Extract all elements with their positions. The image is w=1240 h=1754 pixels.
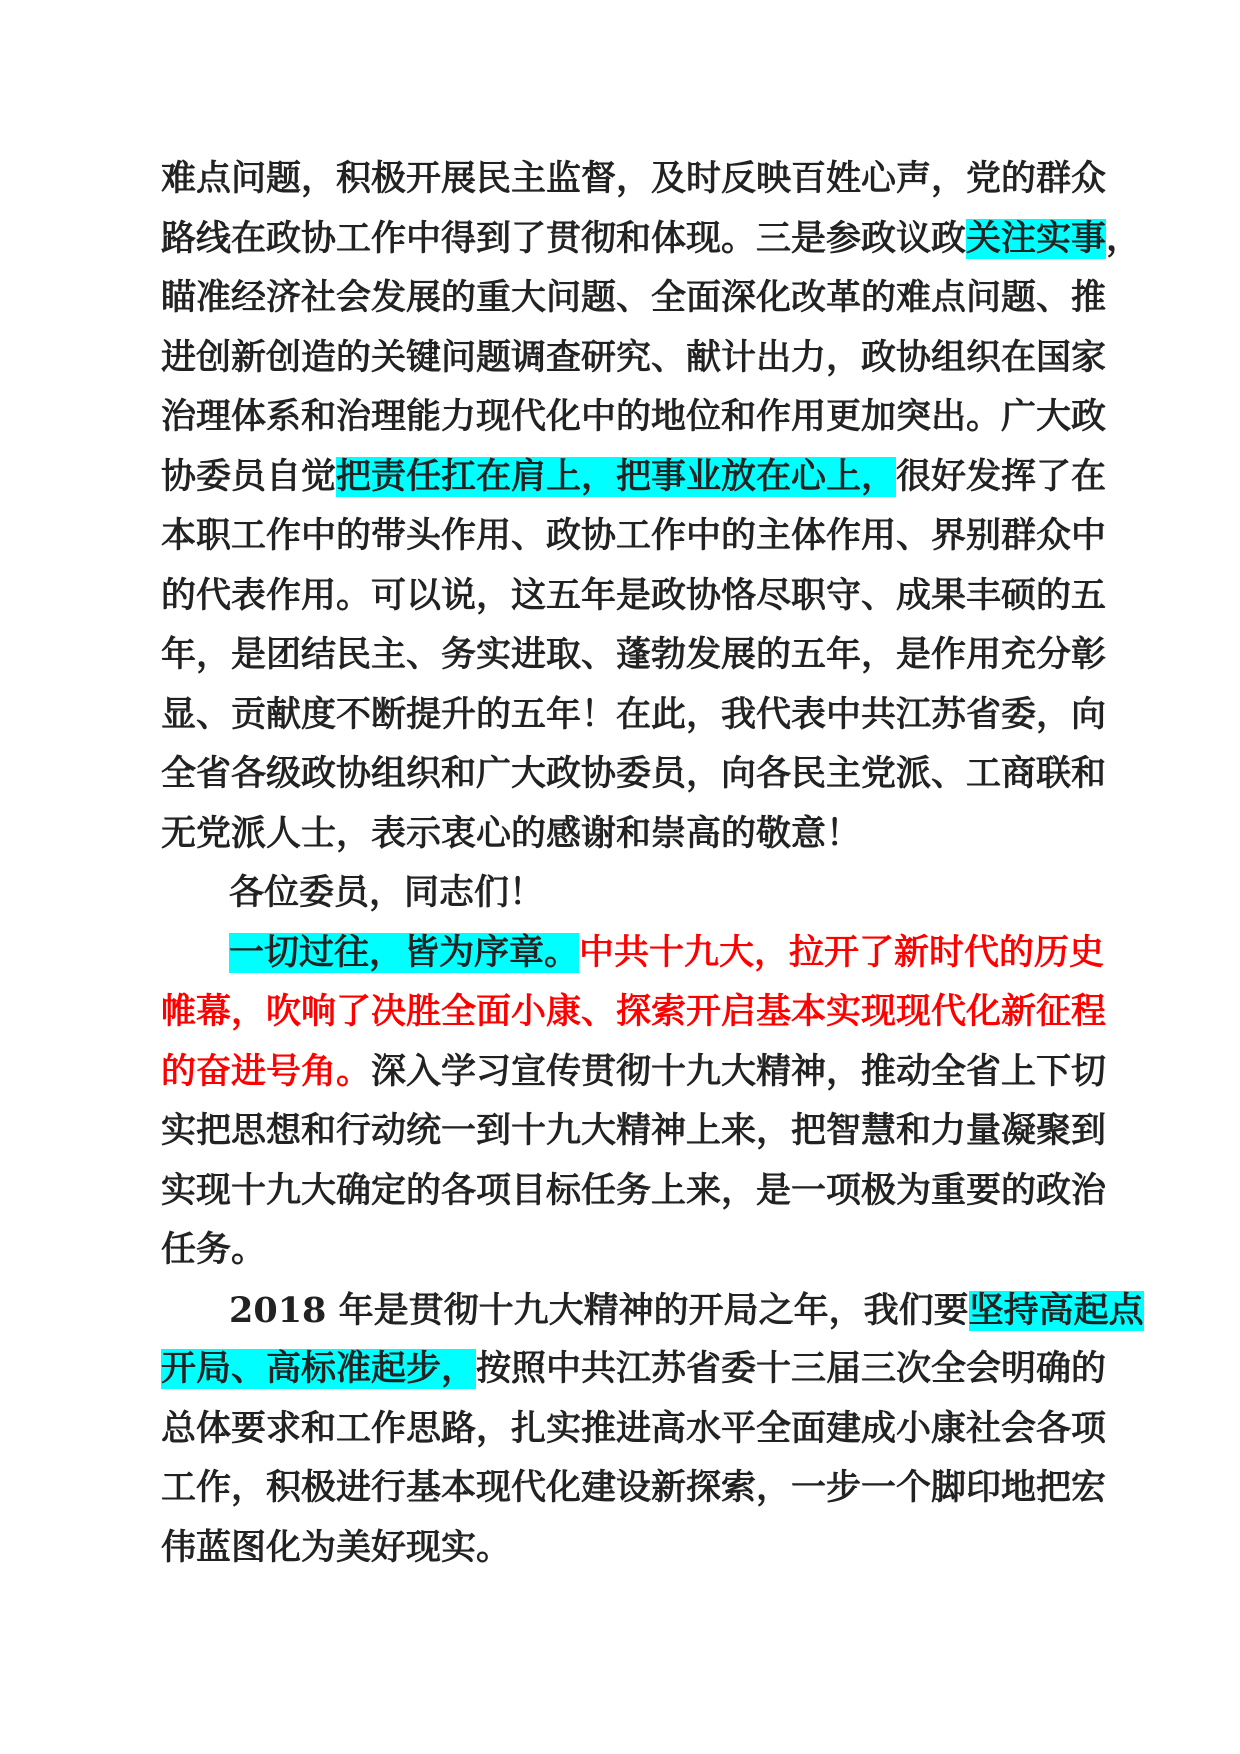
text-run: 难点问题，积极开展民主监督，及时反映百姓心声，党的群众 (161, 159, 1107, 199)
text-run: 很好发挥了在 (896, 456, 1107, 497)
text-line (161, 983, 1107, 1043)
paragraph-2 (161, 924, 1107, 1281)
text-run: 工作，积极进行基本现代化建设新探索，一步一个脚印地把宏 (161, 1468, 1107, 1508)
text-line (161, 150, 1107, 210)
text-line (161, 1400, 1107, 1460)
salutation-text: 各位委员，同志们！ (229, 873, 545, 913)
text-run: 任务。 (161, 1230, 267, 1270)
text-run: 实现十九大确定的各项目标任务上来，是一项极为重要的政治 (161, 1170, 1107, 1211)
emphasis-text: 帷幕，吹响了决胜全面小康、探索开启基本实现现代化新征程 (161, 992, 1107, 1032)
text-line (161, 745, 1107, 805)
text-line (161, 626, 1107, 686)
text-run: 显、贡献度不断提升的五年！在此，我代表中共江苏省委，向 (161, 694, 1107, 735)
text-line (161, 924, 1105, 984)
text-run: 的代表作用。可以说，这五年是政协恪尽职守、成果丰硕的五 (161, 575, 1107, 616)
paragraph-3 (161, 1281, 1144, 1579)
text-line (161, 1102, 1107, 1162)
emphasis-text: 中共十九大，拉开了新时代的历史 (579, 932, 1105, 973)
text-line (161, 1162, 1107, 1222)
text-run: 伟蓝图化为美好现实。 (161, 1527, 512, 1568)
text-line (161, 269, 1107, 329)
highlighted-text: 关注实事 (966, 218, 1107, 259)
text-run: 协委员自觉 (161, 456, 337, 497)
text-run: 深入学习宣传贯彻十九大精神，推动全省上下切 (371, 1051, 1107, 1092)
text-line (161, 329, 1107, 389)
text-line (161, 448, 1107, 508)
text-run: 治理体系和治理能力现代化中的地位和作用更加突出。广大政 (161, 397, 1107, 437)
text-run: 总体要求和工作思路，扎实推进高水平全面建成小康社会各项 (161, 1408, 1107, 1449)
year-text: 2018 (229, 1289, 327, 1331)
text-line (161, 805, 1081, 865)
highlighted-text: 坚持高起点 (968, 1290, 1144, 1331)
text-line (161, 1221, 1081, 1281)
text-line (161, 686, 1107, 746)
text-line (161, 1519, 1081, 1579)
highlighted-text: 一切过往，皆为序章。 (229, 932, 580, 973)
text-line (161, 210, 1142, 270)
text-run: 按照中共江苏省委十三届三次全会明确的 (476, 1349, 1107, 1389)
salutation (161, 864, 1081, 924)
text-line (161, 567, 1107, 627)
text-line (161, 1043, 1107, 1103)
text-run: 瞄准经济社会发展的重大问题、全面深化改革的难点问题、推 (161, 278, 1107, 318)
text-run: 进创新创造的关键问题调查研究、献计出力，政协组织在国家 (161, 337, 1107, 378)
text-line (161, 1340, 1107, 1400)
text-run: 年，是团结民主、务实进取、蓬勃发展的五年，是作用充分彰 (161, 635, 1107, 675)
text-run: 本职工作中的带头作用、政协工作中的主体作用、界别群众中 (161, 516, 1107, 556)
document-page (161, 150, 1144, 1578)
text-run: ， (1106, 218, 1142, 259)
text-line (161, 1459, 1107, 1519)
text-run: 路线在政协工作中得到了贯彻和体现。三是参政议政 (161, 218, 967, 259)
paragraph-1 (161, 150, 1142, 864)
text-run: 全省各级政协组织和广大政协委员，向各民主党派、工商联和 (161, 754, 1107, 794)
text-line (161, 1281, 1144, 1341)
text-run: 年是贯彻十九大精神的开局之年，我们要 (326, 1290, 969, 1331)
text-run: 无党派人士，表示衷心的感谢和崇高的敬意！ (161, 813, 862, 854)
emphasis-text: 的奋进号角。 (161, 1051, 372, 1092)
text-run: 实把思想和行动统一到十九大精神上来，把智慧和力量凝聚到 (161, 1111, 1107, 1151)
highlighted-text: 开局、高标准起步， (161, 1349, 477, 1389)
text-line (161, 388, 1107, 448)
text-line (161, 507, 1107, 567)
highlighted-text: 把责任扛在肩上，把事业放在心上， (336, 456, 897, 497)
